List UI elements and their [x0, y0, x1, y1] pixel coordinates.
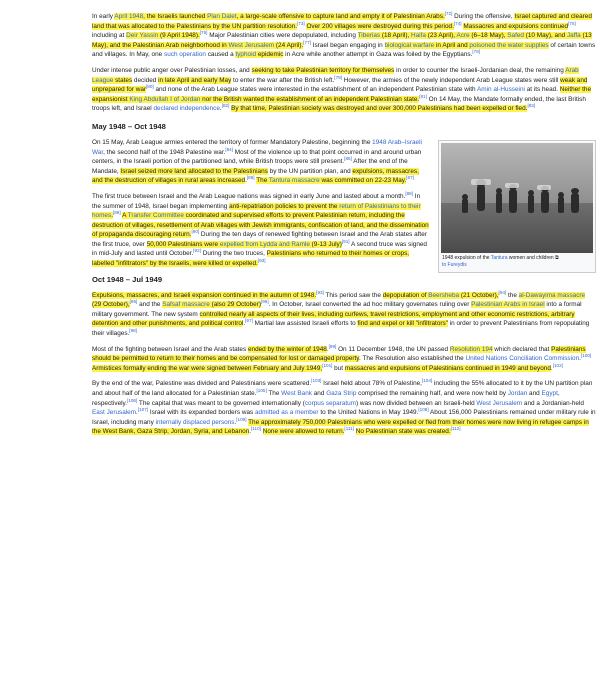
- highlighted-text: nor the British wanted the establishment of an independent Palestinian state.: [200, 95, 420, 103]
- highlighted-text: weak and unprepared for war: [92, 76, 588, 94]
- highlighted-text: (29 October),: [92, 301, 130, 309]
- citation-ref[interactable]: [91]: [341, 238, 350, 244]
- fureydis-link[interactable]: to Fureydis: [442, 261, 467, 268]
- citation-ref[interactable]: [90]: [191, 229, 200, 235]
- highlighted-text: , the Israelis launched: [143, 13, 208, 20]
- article-link[interactable]: King Abdullah I of Jordan: [129, 95, 201, 103]
- article-link[interactable]: corpus separatum: [304, 399, 356, 407]
- highlighted-text: The: [256, 177, 269, 185]
- highlighted-text: Over 200 villages were destroyed: [306, 22, 402, 30]
- intro-paragraph-1: In early April 1948, the Israelis launched Plan Dalet, a large-scale offensive to capture land and empty it of Palestinian Arabs.[72] During the offensive, Israel captured and cleared land that was allocated to the Palestinians by the UN partition resolution.[73] Over 200 villages were destroyed during this period.[74] Massacres and expulsions continued[75] including at Deir Yassin (9 April 1948).[76] Major Palestinian cities were depopulated, including Tiberias (18 April), Haifa (23 April), Acre (6–18 May), Safed (10 May), and Jaffa (13 May), and the Palestinian Arab neighborhood in West Jerusalem (24 April).[77] Israel began engaging in biological warfare in April and poisoned the water supplies of certain towns and villages. In May, one such operation caused a typhoid epidemic in Acre while another attempt in Gaza was foiled by the Egyptians.[78]: [92, 10, 596, 59]
- article-link[interactable]: Tiberias: [357, 32, 381, 40]
- highlighted-text: Palestinians who returned to their homes or crops, labelled "infiltrators" by the Israelis, were killed or expelled.: [92, 250, 410, 268]
- citation-ref[interactable]: [79]: [334, 74, 342, 80]
- citation-ref[interactable]: [93]: [257, 257, 266, 263]
- citation-ref[interactable]: [77]: [303, 39, 311, 45]
- article-link[interactable]: admitted as a member: [254, 409, 319, 417]
- article-link[interactable]: Plan Dalet: [207, 13, 237, 20]
- citation-ref[interactable]: [101]: [322, 362, 333, 368]
- enlarge-icon[interactable]: ⧉: [555, 254, 559, 261]
- citation-ref[interactable]: [82]: [221, 103, 230, 109]
- citation-ref[interactable]: [103]: [311, 378, 322, 384]
- highlighted-text: depopulation of: [382, 291, 429, 299]
- expulsion-photo-image[interactable]: [441, 143, 593, 253]
- citation-ref[interactable]: [94]: [498, 289, 507, 295]
- highlighted-text: (also 29 October): [209, 301, 261, 309]
- citation-ref[interactable]: [92]: [193, 248, 201, 254]
- section1-paragraph-2: The first truce between Israel and the Arab League nations was signed in early June and lasted about a month.[88] In the summer of 1948, Israel began implementing anti-repatriation policies to prevent the return of Palestinians to their homes.[89] A Transfer Committee coordinated and supervised efforts to prevent Palestinian return, including the destruction of villages, resettlement of Arab villages with Jewish immigrants, confiscation of land, and the dissemination of propaganda discouraging return.[90] During the ten days of renewed fighting between Israel and the Arab states after the first truce, over 50,000 Palestinians were expelled from Lydda and Ramle (9-13 July)[91] A second truce was signed in mid-July and lasted until October.[92] During the two truces, Palestinians who returned to their homes or crops, labelled "infiltrators" by the Israelis, were killed or expelled.[93]: [92, 190, 429, 268]
- highlighted-text: Israel captured and cleared land that was allocated to the Palestinians by the UN partition resolution.: [92, 13, 592, 30]
- highlighted-text: expulsions, massacres, and the destruction of villages in rural areas increased: [92, 167, 419, 185]
- highlighted-text: (9-13 July): [309, 240, 342, 248]
- citation-ref[interactable]: [112]: [450, 426, 461, 432]
- intro-paragraph-2: Under intense public anger over Palestinian losses, and seeking to take Palestinian territory for themselves in order to counter the Israeli-Jordanian deal, the remaining Arab League states decided in late April and early May to enter the war after the British left.[79] However, the armies of the newly independent Arab League states were still weak and unprepared for war[80] and none of the Arab League states were interested in the establishment of an independent Palestinian state with Amin al-Husseini at its head. Neither the expansionist King Abdullah I of Jordan nor the British wanted the establishment of an independent Palestinian state.[81] On 14 May, the Mandate formally ended, the last British troops left, and Israel declared independence.[82] By that time, Palestinian society was destroyed and over 300,000 Palestinians had been expelled or fled.[83]: [92, 66, 592, 113]
- highlighted-text: Massacres and expulsions continued: [463, 22, 569, 30]
- article-link[interactable]: internally displaced persons: [155, 418, 235, 426]
- article-link[interactable]: Amin al-Husseini: [476, 86, 525, 94]
- highlighted-text: No Palestinian state was created.: [355, 428, 451, 436]
- citation-ref[interactable]: [109]: [236, 416, 247, 422]
- highlighted-text: epidemic: [256, 51, 284, 59]
- highlighted-text: None were allowed to return.: [262, 428, 345, 436]
- citation-ref[interactable]: [72]: [444, 10, 453, 16]
- article-link[interactable]: expelled from Lydda and Ramle: [219, 240, 310, 248]
- citation-ref[interactable]: [87]: [406, 175, 414, 181]
- article-link[interactable]: Acre: [456, 32, 470, 40]
- section-heading-may-oct-1948: May 1948 – Oct 1948: [92, 121, 166, 131]
- section1-paragraph-1: On 15 May, Arab League armies entered the territory of former Mandatory Palestine, beginning the 1948 Arab–Israeli War, the second half of the 1948 Palestine war.[84] Most of the violence up to that point occurred in and around urban centers, in the Israeli portion of the partitioned land, while British troops were still present.[85] After the end of the Mandate, Israel seized more land allocated to the Palestinians by the UN partition plan, and expulsions, massacres, and the destruction of villages in rural areas increased.[86] The Tantura massacre was committed on 22-23 May.[87]: [92, 138, 422, 185]
- article-link[interactable]: poisoned the water supplies: [469, 41, 549, 49]
- article-link[interactable]: Safed: [507, 32, 524, 40]
- article-link[interactable]: such operation: [164, 51, 206, 59]
- citation-ref[interactable]: [85]: [344, 156, 352, 161]
- article-link[interactable]: Haifa: [411, 32, 426, 40]
- section2-paragraph-3: By the end of the war, Palestine was divided and Palestinians were scattered.[103] Israel held about 78% of Palestine,[104] including the 55% allocated to it by the UN partition plan and about half of the land allocated for a Palestinian state.[105] The West Bank and Gaza Strip comprised the remaining half, and were now held by Jordan and Egypt, respectively.[106] The capital that was meant to be governed internationally (corpus separatum) was now divided between an Israeli-held West Jerusalem and a Jordanian-held East Jerusalem.[107] Israel with its expanded borders was admitted as a member to the United Nations in May 1949.[108] About 156,000 Palestinians remained under military rule in Israel, including many internally displaced persons.[109] The approximately 750,000 Palestinians who were expelled or fled from their homes were now living in refugee camps in the West Bank, Gaza Strip, Jordan, Syria, and Lebanon.[110] None were allowed to return.[111] No Palestinian state was created.[112]: [92, 378, 596, 436]
- article-link[interactable]: Jaffa: [566, 32, 581, 40]
- citation-ref[interactable]: [80]: [146, 84, 154, 90]
- citation-ref[interactable]: [93]: [316, 289, 324, 295]
- article-body: [92, 12, 596, 443]
- section-heading-oct-1948-jul-1949: Oct 1948 – Jul 1949: [92, 274, 163, 284]
- citation-ref[interactable]: [97]: [245, 318, 253, 324]
- citation-ref[interactable]: [78]: [472, 49, 481, 55]
- article-link[interactable]: declared independence: [153, 105, 220, 113]
- highlighted-text: in April and: [434, 41, 470, 49]
- citation-ref[interactable]: [96]: [260, 299, 269, 305]
- tantura-link[interactable]: Tantura: [490, 254, 508, 261]
- thumbnail-figure[interactable]: [438, 140, 596, 273]
- highlighted-text: Neither the expansionist: [92, 86, 592, 103]
- citation-ref[interactable]: [100]: [580, 353, 592, 359]
- article-link[interactable]: United Nations Conciliation Commission: [465, 355, 580, 363]
- highlighted-text: coordinated and supervised efforts to prevent Palestinian return, including the destruction of villages, resettlement of Arab villages with Jewish immigrants, confiscation of land, and the dissemination of propaganda discouraging return.: [92, 212, 429, 239]
- article-link[interactable]: Safsaf massacre: [162, 301, 210, 309]
- highlighted-text: (10 May), and: [523, 32, 567, 40]
- article-link[interactable]: Arab League: [92, 66, 579, 84]
- highlighted-text: , a large-scale offensive to capture land and empty it of Palestinian Arabs.: [236, 13, 445, 20]
- citation-ref[interactable]: [81]: [419, 93, 427, 99]
- citation-ref[interactable]: [106]: [127, 397, 138, 403]
- article-link[interactable]: West Jerusalem: [228, 41, 275, 49]
- citation-ref[interactable]: [86]: [246, 175, 255, 181]
- section2-paragraph-1: Expulsions, massacres, and Israeli expansion continued in the autumn of 1948.[93] This period saw the depopulation of Beersheba (21 October),[94] the al-Dawayima massacre (29 October),[95] and the Safsaf massacre (also 29 October)[96]. In October, Israel converted the ad hoc military governates ruling over Palestinian Arabs in Israel into a formal military government. The new system controlled nearly all aspects of their lives, including curfews, travel restrictions, employment and other economic restrictions, arbitrary detention and other punishments, and political control.[97] Martial law assisted Israeli efforts to find and expel or kill "infiltrators" in order to prevent Palestinians from repopulating their villages.[98]: [92, 289, 590, 338]
- highlighted-text: controlled nearly all aspects of their lives, including curfews, travel restrictions, employment and other economic restrictions, arbitrary detention and other punishments, and political control: [92, 310, 575, 328]
- article-link[interactable]: West Bank: [281, 390, 312, 397]
- citation-ref[interactable]: [89]: [112, 209, 121, 215]
- highlighted-text: find and expel or kill "infiltrators": [357, 320, 448, 328]
- citation-ref[interactable]: [95]: [129, 299, 138, 305]
- highlighted-text: A: [122, 212, 128, 220]
- highlighted-text: 50,000 Palestinians were: [146, 240, 220, 248]
- citation-ref[interactable]: [107]: [137, 407, 149, 413]
- article-link[interactable]: al-Dawayima massacre: [518, 291, 586, 299]
- highlighted-text: seeking to take Palestinian territory for themselves: [251, 66, 395, 74]
- citation-ref[interactable]: [111]: [344, 426, 354, 432]
- citation-ref[interactable]: [88]: [405, 190, 414, 196]
- citation-ref[interactable]: [98]: [129, 327, 137, 333]
- highlighted-text: massacres and expulsions of Palestinians continued in 1949 and beyond: [344, 364, 551, 372]
- highlighted-text: (13 May), and the Palestinian Arab neighborhood in: [92, 32, 592, 49]
- citation-ref[interactable]: [102]: [552, 362, 563, 368]
- article-link[interactable]: typhoid: [235, 51, 257, 59]
- citation-ref[interactable]: [108]: [418, 407, 429, 413]
- citation-ref[interactable]: [76]: [199, 30, 208, 36]
- article-link[interactable]: Resolution 194: [449, 345, 493, 353]
- highlighted-text: Armistices formally ending the war were signed between February and July 1949,: [92, 364, 323, 372]
- article-link[interactable]: April 1948: [114, 13, 144, 20]
- highlighted-text: The approximately 750,000 Palestinians who were expelled or fled from their homes were now living in refugee camps in the West Bank, Gaza Strip, Jordan, Syria, and Lebanon: [92, 418, 589, 436]
- highlighted-text: in late April and early May: [158, 76, 232, 84]
- highlighted-text: Israel seized more land allocated to the Palestinians: [120, 167, 268, 175]
- citation-ref[interactable]: [105]: [256, 387, 267, 393]
- citation-ref[interactable]: [73]: [296, 20, 305, 26]
- highlighted-text: ended by the winter of 1948: [247, 345, 327, 353]
- article-link[interactable]: biological warfare: [384, 41, 435, 49]
- citation-ref[interactable]: [75]: [568, 20, 576, 26]
- figure-caption: 1948 expulsion of the Tantura women and children ⧉ to Fureydis: [442, 254, 559, 268]
- highlighted-text: anti-repatriation policies to prevent the: [229, 202, 340, 210]
- article-link[interactable]: return of Palestinians to their homes: [92, 202, 421, 220]
- citation-ref[interactable]: [104]: [421, 378, 433, 384]
- highlighted-text: (18 April),: [380, 32, 411, 40]
- section2-paragraph-2: Most of the fighting between Israel and the Arab states ended by the winter of 1948.[99] On 11 December 1948, the UN passed Resolution 194 which declared that Palestinians should be permitted to return to their homes and be compensated for lost or damaged property. The Resolution also established the United Nations Conciliation Commission.[100] Armistices formally ending the war were signed between February and July 1949,[101] but massacres and expulsions of Palestinians continued in 1949 and beyond.[102]: [92, 343, 592, 372]
- highlighted-text: Palestinians should be permitted to return to their homes and be compensated for lost or damaged property: [92, 345, 586, 363]
- citation-ref[interactable]: [84]: [225, 146, 234, 152]
- article-link[interactable]: Gaza Strip: [326, 390, 357, 397]
- article-link[interactable]: East Jerusalem: [92, 409, 137, 417]
- article-link[interactable]: Egypt: [541, 390, 558, 397]
- citation-ref[interactable]: [99]: [328, 343, 337, 349]
- article-link[interactable]: Palestinian Arabs in Israel: [471, 301, 545, 309]
- highlighted-text: (21 October),: [459, 291, 499, 299]
- article-link[interactable]: Tantura massacre: [268, 177, 320, 185]
- highlighted-text: (24 April).: [274, 41, 304, 49]
- article-link[interactable]: 1948 Arab–Israeli War: [92, 138, 422, 156]
- highlighted-text: (9 April 1948).: [158, 32, 200, 40]
- article-link[interactable]: Transfer Committee: [127, 212, 184, 220]
- highlighted-text: (6–18 May),: [469, 32, 508, 40]
- highlighted-text: .: [111, 212, 113, 220]
- highlighted-text: was committed on 22-23 May.: [319, 177, 407, 185]
- highlighted-text: By that time, Palestinian society was destroyed and over 300,000 Palestinians had been expelled or fled.: [231, 105, 528, 113]
- highlighted-text: (23 April),: [425, 32, 457, 40]
- article-link[interactable]: Deir Yassin: [126, 32, 159, 40]
- highlighted-text: states: [113, 76, 133, 84]
- article-link[interactable]: Jordan: [507, 390, 528, 397]
- highlighted-text: Expulsions, massacres, and Israeli expansion continued in the autumn of 1948.: [92, 291, 317, 299]
- article-link[interactable]: West Jerusalem: [476, 399, 523, 407]
- citation-ref[interactable]: [83]: [527, 103, 536, 109]
- citation-ref[interactable]: [110]: [251, 426, 261, 432]
- citation-ref[interactable]: [74]: [453, 20, 462, 26]
- article-link[interactable]: Beersheba: [428, 291, 460, 299]
- highlighted-text: during this period.: [401, 22, 454, 30]
